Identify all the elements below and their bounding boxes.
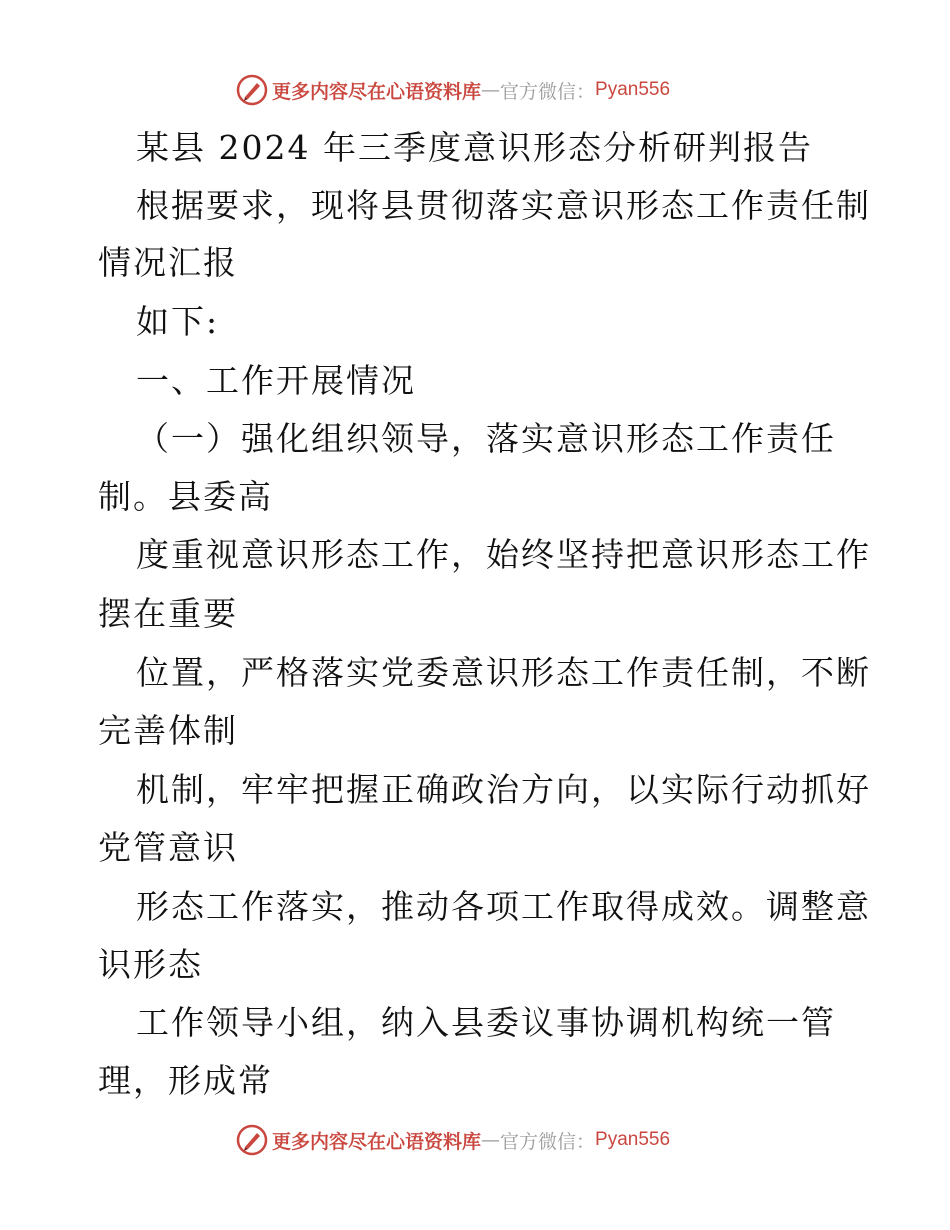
doc-line: 位置，严格落实党委意识形态工作责任制，不断 [136,653,871,692]
doc-line: 工作领导小组，纳入县委议事协调机构统一管 [136,1003,836,1042]
doc-line: 制。县委高 [98,477,273,516]
footer-banner [236,1123,670,1157]
doc-section-heading: 一、工作开展情况 [136,361,416,400]
doc-line: 度重视意识形态工作，始终坚持把意识形态工作 [136,535,871,574]
doc-line: 情况汇报 [98,243,238,282]
pen-logo-icon [236,74,268,106]
banner-text: 更多内容尽在心语资料库 [272,1130,482,1153]
doc-line: 形态工作落实，推动各项工作取得成效。调整意 [136,887,871,926]
doc-title: 某县 2024 年三季度意识形态分析研判报告 [136,128,813,167]
doc-subsection-heading: （一）强化组织领导，落实意识形态工作责任 [136,419,836,458]
pen-logo-icon [236,1124,268,1156]
header-banner [236,73,670,107]
doc-line: 如下: [136,302,220,341]
banner-wechat-label: 官方微信： [500,1130,596,1153]
banner-wechat-label: 官方微信： [500,80,596,103]
doc-line: 党管意识 [98,828,238,867]
banner-wechat-id: Pyan556 [595,79,671,100]
doc-line: 理，形成常 [98,1061,273,1100]
doc-line: 完善体制 [98,711,238,750]
banner-dash: — [481,1129,501,1151]
doc-line: 机制，牢牢把握正确政治方向，以实际行动抓好 [136,770,871,809]
banner-wechat-id: Pyan556 [595,1129,671,1150]
banner-dash: — [481,79,501,101]
doc-line: 根据要求，现将县贯彻落实意识形态工作责任制 [136,186,871,225]
doc-line: 识形态 [98,945,203,984]
doc-line: 摆在重要 [98,594,238,633]
banner-text: 更多内容尽在心语资料库 [272,80,482,103]
